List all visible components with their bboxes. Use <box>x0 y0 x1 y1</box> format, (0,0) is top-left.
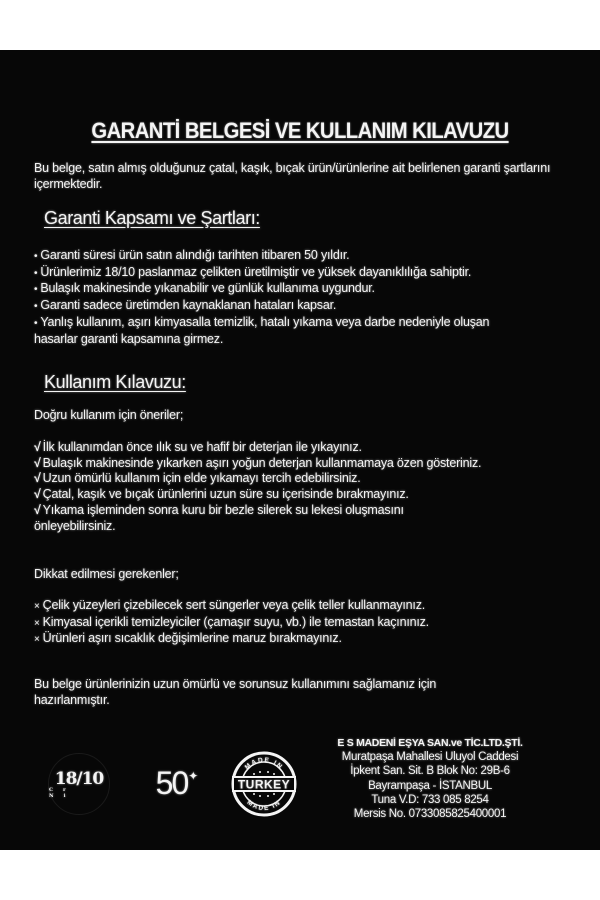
cross-icon: × <box>34 634 40 646</box>
list-item: √ Uzun ömürlü kullanım için elde yıkamayı tercih edebilirsiniz. <box>34 471 361 486</box>
list-item: • Yanlış kullanım, aşırı kimyasalla temizlik, hatalı yıkama veya darbe nedeniyle oluşan hasarlar garanti kapsamına girmez. <box>34 314 490 346</box>
steel-grade-text: 18/10 <box>54 769 104 789</box>
check-icon: √ <box>34 471 41 486</box>
bullet-icon: • <box>34 251 38 262</box>
svg-text:MADE IN: MADE IN <box>243 756 285 772</box>
company-address-line1: Muratpaşa Mahallesi Uluyol Caddesi <box>341 751 519 764</box>
star-icon: ✦ <box>188 769 197 783</box>
company-mersis: Mersis No. 0733085825400001 <box>353 808 507 821</box>
document-title: GARANTİ BELGESİ VE KULLANIM KILAVUZU <box>91 118 509 143</box>
list-item: √ Yıkama işleminden sonra kuru bir bezle silerek su lekesi oluşmasını önleyebilirsiniz. <box>34 502 404 533</box>
list-item: • Garanti sadece üretimden kaynaklanan hataları kapsar. <box>34 298 337 313</box>
warranty-list <box>34 248 584 347</box>
list-item: • Ürünlerimiz 18/10 paslanmaz çelikten üretilmiştir ve yüksek dayanıklılığa sahiptir. <box>34 264 472 279</box>
company-city: Bayrampaşa - İSTANBUL <box>368 779 492 792</box>
company-name: E S MADENİ EŞYA SAN.ve TİC.LTD.ŞTİ. <box>337 737 523 749</box>
badge-row <box>40 745 300 825</box>
list-item: • Garanti süresi ürün satın alındığı tarihten itibaren 50 yıldır. <box>34 248 350 262</box>
company-info <box>300 736 560 821</box>
recommendations-label: Doğru kullanım için öneriler; <box>34 408 184 422</box>
bullet-icon: • <box>34 317 38 329</box>
list-item: √ İlk kullanımdan önce ılık su ve hafif bir deterjan ile yıkayınız. <box>34 440 362 454</box>
list-item: × Kimyasal içerikli temizleyiciler (çamaşır suyu, vb.) ile temastan kaçınınız. <box>34 614 429 629</box>
list-item: √ Bulaşık makinesinde yıkarken aşırı yoğun deterjan kullanmamaya özen gösteriniz. <box>34 455 482 470</box>
recommendations-list <box>34 440 584 534</box>
cross-icon: × <box>34 617 40 629</box>
warranty-document-card <box>0 50 600 850</box>
check-icon: √ <box>34 455 41 470</box>
list-item: √ Çatal, kaşık ve bıçak ürünlerini uzun süre su içerisinde bırakmayınız. <box>34 487 409 502</box>
closing-paragraph: Bu belge ürünlerinizin uzun ömürlü ve sorunsuz kullanımını sağlamanız için hazırlanmıştır. <box>34 677 437 707</box>
usage-section-heading: Kullanım Kılavuzu: <box>44 372 186 392</box>
list-item: × Ürünleri aşırı sıcaklık değişimlerine maruz bırakmayınız. <box>34 631 342 646</box>
years-badge <box>144 751 208 815</box>
made-in-turkey-stamp-icon <box>230 750 298 818</box>
check-icon: √ <box>34 440 41 454</box>
cautions-list <box>34 598 584 648</box>
years-value: 50 <box>155 764 188 801</box>
list-item: × Çelik yüzeyleri çizebilecek sert süngerler veya çelik teller kullanmayınız. <box>34 598 426 612</box>
svg-text:TURKEY: TURKEY <box>237 777 291 792</box>
check-icon: √ <box>34 502 41 517</box>
warranty-section-heading: Garanti Kapsamı ve Şartları: <box>44 208 260 228</box>
steel-grade-badge <box>48 753 110 815</box>
steel-grade-sub: Cr Ni <box>49 787 76 799</box>
company-tax-office: Tuna V.D: 733 085 8254 <box>371 793 489 806</box>
svg-text:MADE IN: MADE IN <box>245 799 283 813</box>
cross-icon: × <box>34 601 40 612</box>
bullet-icon: • <box>34 301 38 313</box>
bullet-icon: • <box>34 284 38 296</box>
cautions-label: Dikkat edilmesi gerekenler; <box>34 567 179 581</box>
intro-paragraph: Bu belge, satın almış olduğunuz çatal, kaşık, bıçak ürün/ürünlerine ait belirlenen garanti şartlarını içermektedir. <box>34 161 551 191</box>
bullet-icon: • <box>34 267 38 279</box>
list-item: • Bulaşık makinesinde yıkanabilir ve günlük kullanıma uygundur. <box>34 281 375 296</box>
company-address-line2: İpkent San. Sit. B Blok No: 29B-6 <box>350 765 510 778</box>
check-icon: √ <box>34 487 41 502</box>
